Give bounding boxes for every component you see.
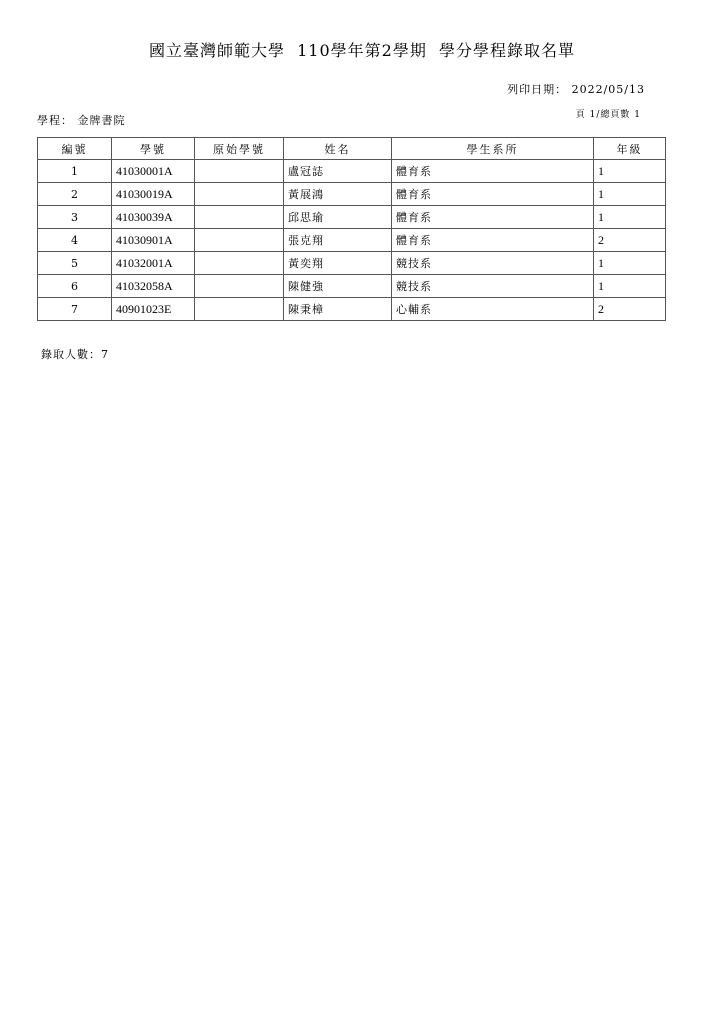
- student-department: 體育系: [392, 160, 594, 183]
- student-name: 陳健強: [284, 275, 392, 298]
- column-header-number: 編號: [38, 138, 112, 160]
- table-row: [38, 275, 666, 298]
- program-label: 學程： 金牌書院: [37, 114, 126, 127]
- student-id: 41030901A: [112, 229, 195, 252]
- original-id: [195, 298, 284, 321]
- student-grade: 2: [594, 298, 666, 321]
- student-name: 陳秉樟: [284, 298, 392, 321]
- page-info: 頁 1/總頁數 1: [575, 110, 641, 120]
- original-id: [195, 160, 284, 183]
- student-department: 心輔系: [392, 298, 594, 321]
- original-id: [195, 275, 284, 298]
- student-grade: 1: [594, 275, 666, 298]
- column-header-department: 學生系所: [392, 138, 594, 160]
- table-header-row: [38, 138, 666, 160]
- original-id: [195, 252, 284, 275]
- student-id: 40901023E: [112, 298, 195, 321]
- column-header-grade: 年級: [594, 138, 666, 160]
- column-header-student-id: 學號: [112, 138, 195, 160]
- column-header-name: 姓名: [284, 138, 392, 160]
- original-id: [195, 229, 284, 252]
- student-department: 競技系: [392, 252, 594, 275]
- row-number: 5: [38, 252, 112, 275]
- original-id: [195, 183, 284, 206]
- student-name: 黃奕翔: [284, 252, 392, 275]
- student-name: 盧冠誌: [284, 160, 392, 183]
- row-number: 6: [38, 275, 112, 298]
- table-row: [38, 298, 666, 321]
- student-id: 41032058A: [112, 275, 195, 298]
- row-number: 3: [38, 206, 112, 229]
- document-title: 國立臺灣師範大學 110學年第2學期 學分學程錄取名單: [148, 41, 576, 60]
- student-id: 41030001A: [112, 160, 195, 183]
- student-department: 競技系: [392, 275, 594, 298]
- table-row: [38, 160, 666, 183]
- row-number: 2: [38, 183, 112, 206]
- table-row: [38, 252, 666, 275]
- student-grade: 1: [594, 160, 666, 183]
- student-id: 41030039A: [112, 206, 195, 229]
- print-date: 列印日期： 2022/05/13: [507, 83, 645, 96]
- student-grade: 2: [594, 229, 666, 252]
- student-grade: 1: [594, 183, 666, 206]
- student-department: 體育系: [392, 206, 594, 229]
- row-number: 4: [38, 229, 112, 252]
- student-department: 體育系: [392, 229, 594, 252]
- student-name: 邱思瑜: [284, 206, 392, 229]
- row-number: 7: [38, 298, 112, 321]
- student-department: 體育系: [392, 183, 594, 206]
- admission-table: [37, 137, 666, 321]
- student-id: 41030019A: [112, 183, 195, 206]
- student-grade: 1: [594, 206, 666, 229]
- student-id: 41032001A: [112, 252, 195, 275]
- admitted-count: 錄取人數：7: [41, 348, 109, 361]
- table-row: [38, 229, 666, 252]
- student-name: 黃展鴻: [284, 183, 392, 206]
- student-name: 張克翔: [284, 229, 392, 252]
- table-row: [38, 206, 666, 229]
- original-id: [195, 206, 284, 229]
- student-grade: 1: [594, 252, 666, 275]
- column-header-original-id: 原始學號: [195, 138, 284, 160]
- table-row: [38, 183, 666, 206]
- row-number: 1: [38, 160, 112, 183]
